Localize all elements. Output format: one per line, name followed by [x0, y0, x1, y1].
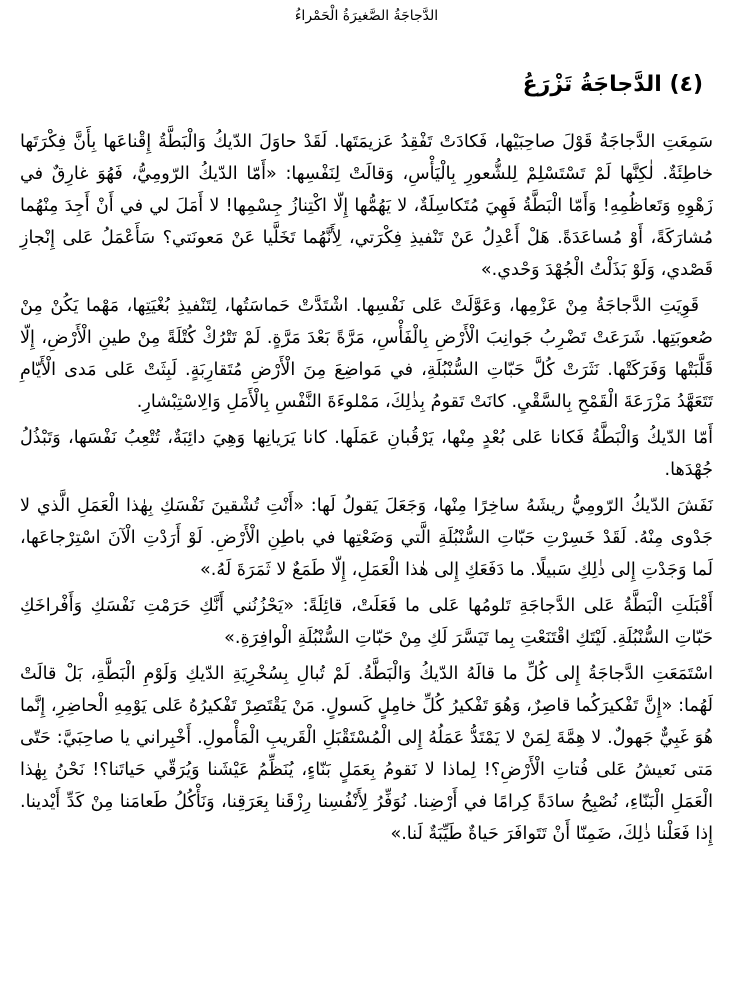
- paragraph-3: أَمّا الدّيكُ وَالْبَطَّةُ فَكانا عَلى بُعْدٍ مِنْها، يَرْقُبانِ عَمَلَها. كانا يَرَيانِها وَهِيَ دائِبَةٌ، تُتْعِبُ نَفْسَها، وَتَبْذُلُ جُهْدَها.: [20, 428, 713, 480]
- chapter-title: (٤) الدَّجاجَةُ تَزْرَعُ: [522, 72, 703, 97]
- paragraph-1: سَمِعَتِ الدَّجاجَةُ قَوْلَ صاحِبَيْها، فَكادَتْ تَفْقِدُ عَزيمَتَها. لَقَدْ حاوَلَ الدّيكُ وَالْبَطَّةُ إِقْناعَها بِأَنَّ فِكْرَتَها خاطِئَةٌ. لٰكِنَّها لَمْ تَسْتَسْلِمْ لِلشُّعورِ بِالْيَأْسِ، وَقالَتْ لِنَفْسِها: «أَمّا الدّيكُ الرّومِيُّ، فَهُوَ غارِقٌ في زَهْوِهِ وَتَعاظُمِهِ! وَأَمّا الْبَطَّةُ فَهِيَ مُتَكاسِلَةٌ، لا يَهُمُّها إِلّا اكْتِنازُ جِسْمِها! لا أَمَلَ لي في أَنْ أَجِدَ مِنْهُما مُشارَكَةً، أَوْ مُساعَدَةً. هَلْ أَعْدِلُ عَنْ تَنْفيذِ فِكْرَتي، لِأَنَّهُما تَخَلَّيا عَنْ مَعونَتي؟ سَأَعْمَلُ عَلى إِنْجازِ قَصْدي، وَلَوْ بَذَلْتُ الْجُهْدَ وَحْدي.»: [20, 132, 713, 280]
- paragraph-2: قَوِيَتِ الدَّجاجَةُ مِنْ عَزْمِها، وَعَوَّلَتْ عَلى نَفْسِها. اشْتَدَّتْ حَماسَتُها، لِتَنْفيذِ بُغْيَتِها، مَهْما يَكُنْ مِنْ صُعوبَتِها. شَرَعَتْ تَضْرِبُ جَوانِبَ الْأَرْضِ بِالْفَأْسِ، مَرَّةً بَعْدَ مَرَّةٍ. لَمْ تَتْرُكْ كُتْلَةً مِنْ طينِ الْأَرْضِ، إِلّا قَلَّبَتْها وَفَرَكَتْها. نَثَرَتْ كُلَّ حَبّاتِ السُّنْبُلَةِ، في مَواضِعَ مِنَ الْأَرْضِ مُتَقارِبَةٍ. لَبِثَتْ عَلى مَدى الْأَيّامِ تَتَعَهَّدُ مَزْرَعَةَ الْقَمْحِ بِالسَّقْيِ. كانَتْ تَقومُ بِذٰلِكَ، مَمْلوءَةَ النَّفْسِ بِالْأَمَلِ وَالِاسْتِبْشارِ.: [20, 296, 713, 412]
- running-header: الدَّجاجَةُ الصَّغيرَةُ الْحَمْراءُ: [294, 8, 439, 24]
- paragraph-5: أَقْبَلَتِ الْبَطَّةُ عَلى الدَّجاجَةِ تَلومُها عَلى ما فَعَلَتْ، قائِلَةً: «يَحْزُنُني أَنَّكِ حَرَمْتِ نَفْسَكِ وَأَفْراخَكِ حَبّاتِ السُّنْبُلَةِ. لَيْتَكِ اقْتَنَعْتِ بِما تَيَسَّرَ لَكِ مِنْ حَبّاتِ السُّنْبُلَةِ الْوافِرَةِ.»: [20, 596, 713, 648]
- chapter-body: [20, 126, 713, 850]
- paragraph-6: اسْتَمَعَتِ الدَّجاجَةُ إِلى كُلِّ ما قالَهُ الدّيكُ وَالْبَطَّةُ. لَمْ تُبالِ بِسُخْرِيَةِ الدّيكِ وَلَوْمِ الْبَطَّةِ، بَلْ قالَتْ لَهُما: «إِنَّ تَفْكيرَكُما قاصِرٌ، وَهُوَ تَفْكيرُ كُلِّ خامِلٍ كَسولٍ. مَنْ يَقْتَصِرْ تَفْكيرُهُ عَلى يَوْمِهِ الْحاضِرِ، إِنَّما هُوَ غَبِيٌّ جَهولٌ. لا هِمَّةَ لِمَنْ لا يَمْتَدُّ عَمَلُهُ إِلى الْمُسْتَقْبَلِ الْقَريبِ الْمَأْمولِ. أَخْبِراني يا صاحِبَيَّ: حَتّى مَتى نَعيشُ عَلى فُتاتِ الْأَرْضِ؟! لِماذا لا نَقومُ بِعَمَلٍ بَنّاءٍ، يُنَظِّمُ عَيْشَنا وَيُرَقّي حَياتَنا؟! نَحْنُ بِهٰذا الْعَمَلِ الْبَنّاءِ، نُصْبِحُ سادَةً كِرامًا في أَرْضِنا. نُوَفِّرُ لِأَنْفُسِنا رِزْقَنا بِعَرَقِنا، وَنَأْكُلُ طَعامَنا مِنْ كَدِّ أَيْدينا. إِذا فَعَلْنا ذٰلِكَ، ضَمِنّا أَنْ تَتَوافَرَ حَياةٌ طَيِّبَةٌ لَنا.»: [20, 664, 713, 844]
- paragraph-4: نَفَشَ الدّيكُ الرّومِيُّ ريشَهُ ساخِرًا مِنْها، وَجَعَلَ يَقولُ لَها: «أَنْتِ تُشْقينَ نَفْسَكِ بِهٰذا الْعَمَلِ الَّذي لا جَدْوى مِنْهُ. لَقَدْ خَسِرْتِ حَبّاتِ السُّنْبُلَةِ الَّتي وَضَعْتِها في باطِنِ الْأَرْضِ. لَوْ أَرَدْتِ الْآنَ اسْتِرْجاعَها، لَما وَجَدْتِ إِلى ذٰلِكِ سَبيلًا. ما دَفَعَكِ إِلى هٰذا الْعَمَلِ، إِلّا طَمَعٌ لا ثَمَرَةَ لَهُ.»: [20, 496, 713, 580]
